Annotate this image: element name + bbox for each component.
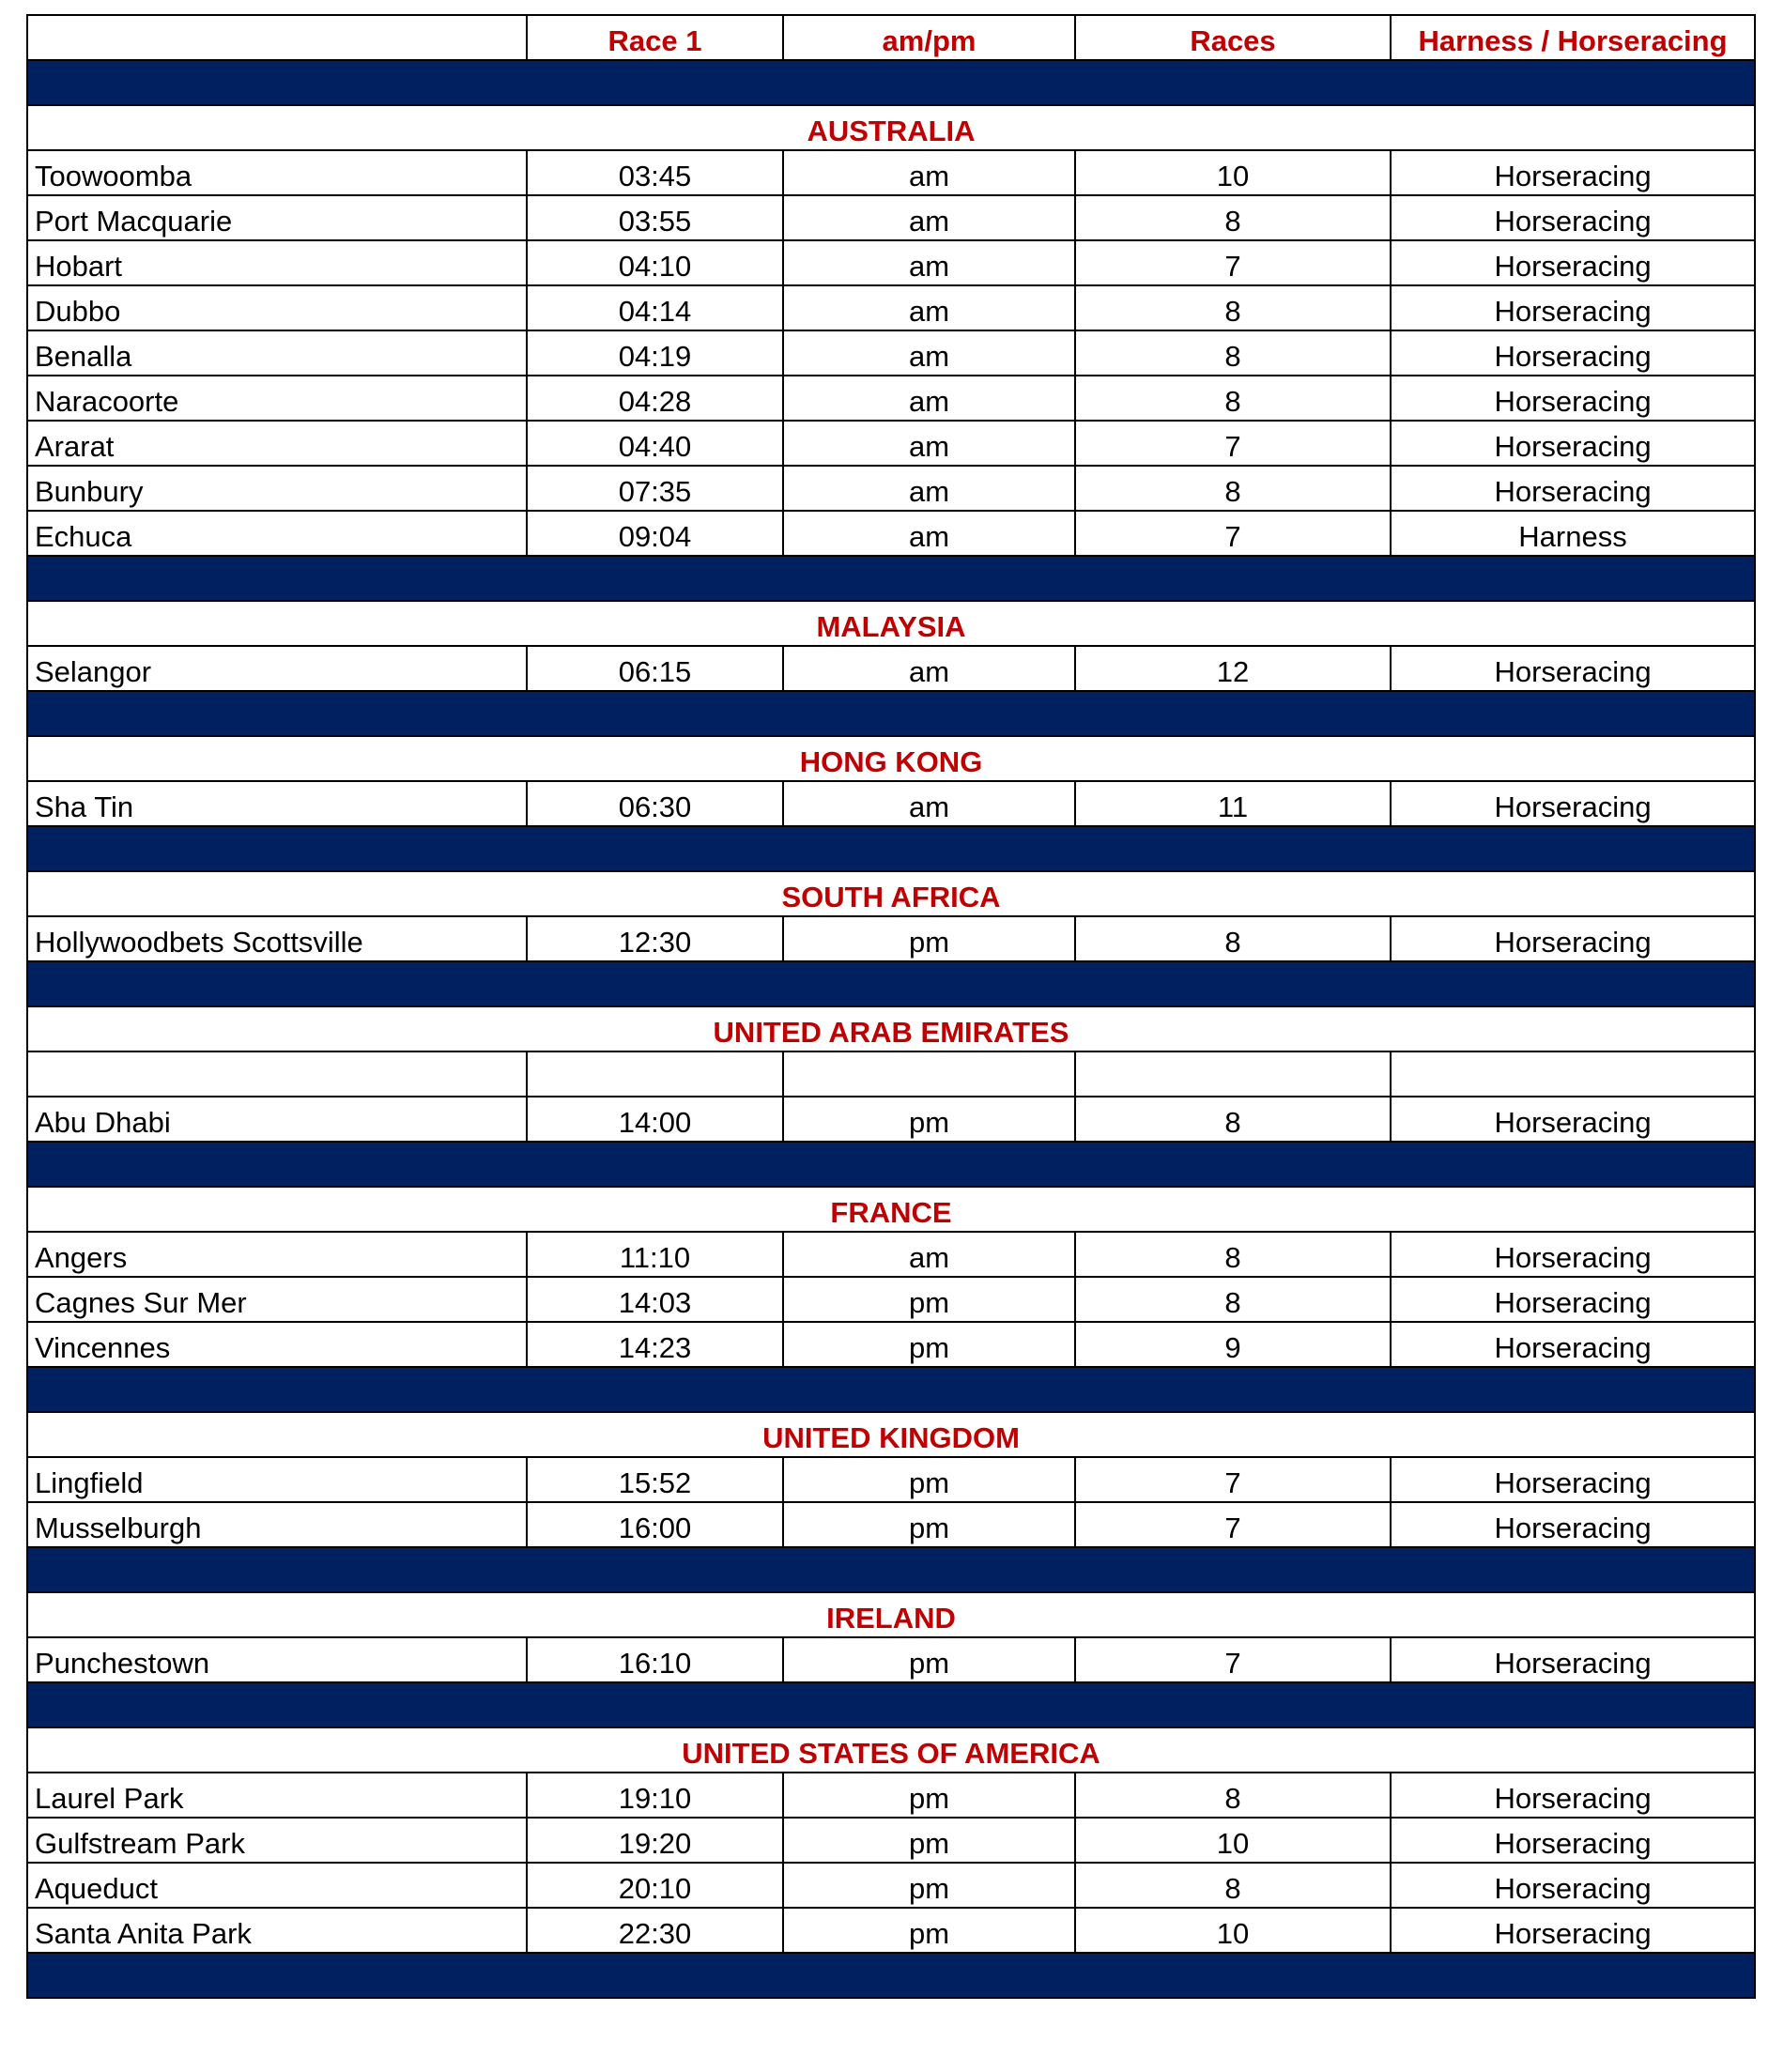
venue-cell: Cagnes Sur Mer <box>27 1277 527 1322</box>
divider-band-cell <box>27 60 1755 105</box>
race-type-cell: Horseracing <box>1391 1232 1755 1277</box>
empty-cell <box>1075 1051 1391 1097</box>
venue-cell: Selangor <box>27 646 527 691</box>
country-heading-row <box>27 1592 1755 1637</box>
race-type-cell: Horseracing <box>1391 195 1755 240</box>
venue-cell: Angers <box>27 1232 527 1277</box>
country-heading-row <box>27 1412 1755 1457</box>
country-heading-row <box>27 1187 1755 1232</box>
country-heading-row <box>27 601 1755 646</box>
divider-band-cell <box>27 1547 1755 1592</box>
venue-cell: Musselburgh <box>27 1502 527 1547</box>
table-row <box>27 511 1755 556</box>
table-row <box>27 1818 1755 1863</box>
race1-time-cell: 03:55 <box>527 195 783 240</box>
country-heading-row <box>27 736 1755 781</box>
table-row <box>27 781 1755 826</box>
races-count-cell: 10 <box>1075 1908 1391 1953</box>
table-row <box>27 240 1755 285</box>
races-count-cell: 8 <box>1075 285 1391 330</box>
table-row <box>27 330 1755 376</box>
ampm-cell: am <box>783 646 1075 691</box>
section-divider-band <box>27 556 1755 601</box>
ampm-cell: am <box>783 285 1075 330</box>
venue-cell: Toowoomba <box>27 150 527 195</box>
races-count-cell: 8 <box>1075 1097 1391 1142</box>
race1-time-cell: 14:00 <box>527 1097 783 1142</box>
races-count-cell: 7 <box>1075 240 1391 285</box>
table-row <box>27 1773 1755 1818</box>
section-divider-band <box>27 826 1755 871</box>
ampm-cell: pm <box>783 916 1075 961</box>
races-count-cell: 12 <box>1075 646 1391 691</box>
races-count-cell: 9 <box>1075 1322 1391 1367</box>
race-type-cell: Horseracing <box>1391 285 1755 330</box>
race-type-cell: Horseracing <box>1391 1863 1755 1908</box>
divider-band-cell <box>27 691 1755 736</box>
header-races: Races <box>1075 15 1391 60</box>
race-type-cell: Horseracing <box>1391 376 1755 421</box>
ampm-cell: pm <box>783 1322 1075 1367</box>
divider-band-cell <box>27 1682 1755 1727</box>
country-heading: FRANCE <box>27 1187 1755 1232</box>
venue-cell: Santa Anita Park <box>27 1908 527 1953</box>
section-divider-band <box>27 961 1755 1006</box>
table-row <box>27 1863 1755 1908</box>
race-type-cell: Horseracing <box>1391 1818 1755 1863</box>
country-heading: UNITED KINGDOM <box>27 1412 1755 1457</box>
table-row <box>27 1908 1755 1953</box>
venue-cell: Gulfstream Park <box>27 1818 527 1863</box>
race-type-cell: Horseracing <box>1391 916 1755 961</box>
venue-cell: Vincennes <box>27 1322 527 1367</box>
table-row <box>27 466 1755 511</box>
ampm-cell: am <box>783 150 1075 195</box>
header-venue <box>27 15 527 60</box>
races-count-cell: 8 <box>1075 916 1391 961</box>
empty-cell <box>27 1051 527 1097</box>
venue-cell: Ararat <box>27 421 527 466</box>
section-divider-band <box>27 1367 1755 1412</box>
race-type-cell: Horseracing <box>1391 1322 1755 1367</box>
race-type-cell: Horseracing <box>1391 240 1755 285</box>
races-count-cell: 8 <box>1075 195 1391 240</box>
race1-time-cell: 19:10 <box>527 1773 783 1818</box>
ampm-cell: pm <box>783 1637 1075 1682</box>
race-schedule-table <box>26 14 1756 1999</box>
race1-time-cell: 06:15 <box>527 646 783 691</box>
country-heading-row <box>27 1727 1755 1773</box>
country-heading: AUSTRALIA <box>27 105 1755 150</box>
venue-cell: Port Macquarie <box>27 195 527 240</box>
ampm-cell: am <box>783 195 1075 240</box>
country-heading-row <box>27 871 1755 916</box>
race-type-cell: Harness <box>1391 511 1755 556</box>
header-type: Harness / Horseracing <box>1391 15 1755 60</box>
ampm-cell: pm <box>783 1097 1075 1142</box>
empty-cell <box>783 1051 1075 1097</box>
table-row <box>27 1322 1755 1367</box>
empty-cell <box>527 1051 783 1097</box>
table-row <box>27 376 1755 421</box>
race-type-cell: Horseracing <box>1391 1637 1755 1682</box>
ampm-cell: pm <box>783 1908 1075 1953</box>
venue-cell: Abu Dhabi <box>27 1097 527 1142</box>
divider-band-cell <box>27 826 1755 871</box>
race-type-cell: Horseracing <box>1391 466 1755 511</box>
race1-time-cell: 04:14 <box>527 285 783 330</box>
venue-cell: Benalla <box>27 330 527 376</box>
table-row <box>27 285 1755 330</box>
race1-time-cell: 07:35 <box>527 466 783 511</box>
races-count-cell: 8 <box>1075 466 1391 511</box>
venue-cell: Sha Tin <box>27 781 527 826</box>
section-divider-band <box>27 1142 1755 1187</box>
divider-band-cell <box>27 1953 1755 1998</box>
race-type-cell: Horseracing <box>1391 646 1755 691</box>
ampm-cell: am <box>783 376 1075 421</box>
races-count-cell: 10 <box>1075 150 1391 195</box>
divider-band-cell <box>27 556 1755 601</box>
venue-cell: Laurel Park <box>27 1773 527 1818</box>
ampm-cell: pm <box>783 1773 1075 1818</box>
ampm-cell: pm <box>783 1818 1075 1863</box>
header-row <box>27 15 1755 60</box>
ampm-cell: am <box>783 240 1075 285</box>
country-heading: UNITED ARAB EMIRATES <box>27 1006 1755 1051</box>
race-type-cell: Horseracing <box>1391 1502 1755 1547</box>
country-heading: SOUTH AFRICA <box>27 871 1755 916</box>
venue-cell: Punchestown <box>27 1637 527 1682</box>
race1-time-cell: 15:52 <box>527 1457 783 1502</box>
table-row <box>27 195 1755 240</box>
header-race1: Race 1 <box>527 15 783 60</box>
races-count-cell: 11 <box>1075 781 1391 826</box>
table-row <box>27 150 1755 195</box>
ampm-cell: pm <box>783 1457 1075 1502</box>
race1-time-cell: 11:10 <box>527 1232 783 1277</box>
ampm-cell: am <box>783 421 1075 466</box>
header-ampm: am/pm <box>783 15 1075 60</box>
ampm-cell: am <box>783 466 1075 511</box>
races-count-cell: 8 <box>1075 376 1391 421</box>
race1-time-cell: 16:00 <box>527 1502 783 1547</box>
race1-time-cell: 04:10 <box>527 240 783 285</box>
race-type-cell: Horseracing <box>1391 1457 1755 1502</box>
empty-cell <box>1391 1051 1755 1097</box>
races-count-cell: 8 <box>1075 1773 1391 1818</box>
country-heading-row <box>27 105 1755 150</box>
ampm-cell: pm <box>783 1502 1075 1547</box>
race-type-cell: Horseracing <box>1391 1097 1755 1142</box>
races-count-cell: 8 <box>1075 1232 1391 1277</box>
section-divider-band <box>27 1953 1755 1998</box>
section-divider-band <box>27 1682 1755 1727</box>
race1-time-cell: 04:28 <box>527 376 783 421</box>
race1-time-cell: 04:40 <box>527 421 783 466</box>
ampm-cell: am <box>783 330 1075 376</box>
country-heading-row <box>27 1006 1755 1051</box>
ampm-cell: pm <box>783 1277 1075 1322</box>
race-type-cell: Horseracing <box>1391 421 1755 466</box>
divider-band-cell <box>27 961 1755 1006</box>
venue-cell: Bunbury <box>27 466 527 511</box>
country-heading: IRELAND <box>27 1592 1755 1637</box>
divider-band-cell <box>27 1367 1755 1412</box>
race-type-cell: Horseracing <box>1391 150 1755 195</box>
ampm-cell: am <box>783 511 1075 556</box>
race1-time-cell: 03:45 <box>527 150 783 195</box>
section-divider-band <box>27 1547 1755 1592</box>
race-type-cell: Horseracing <box>1391 1277 1755 1322</box>
race1-time-cell: 14:03 <box>527 1277 783 1322</box>
country-heading: MALAYSIA <box>27 601 1755 646</box>
table-row <box>27 1457 1755 1502</box>
table-row <box>27 646 1755 691</box>
venue-cell: Hollywoodbets Scottsville <box>27 916 527 961</box>
section-divider-band <box>27 60 1755 105</box>
races-count-cell: 7 <box>1075 421 1391 466</box>
venue-cell: Echuca <box>27 511 527 556</box>
country-heading: HONG KONG <box>27 736 1755 781</box>
table-row <box>27 1277 1755 1322</box>
table-row <box>27 1637 1755 1682</box>
race-type-cell: Horseracing <box>1391 1908 1755 1953</box>
venue-cell: Dubbo <box>27 285 527 330</box>
ampm-cell: am <box>783 1232 1075 1277</box>
race1-time-cell: 19:20 <box>527 1818 783 1863</box>
races-count-cell: 10 <box>1075 1818 1391 1863</box>
empty-row <box>27 1051 1755 1097</box>
race1-time-cell: 12:30 <box>527 916 783 961</box>
table-row <box>27 1097 1755 1142</box>
races-count-cell: 7 <box>1075 1637 1391 1682</box>
races-count-cell: 8 <box>1075 1277 1391 1322</box>
races-count-cell: 7 <box>1075 511 1391 556</box>
races-count-cell: 7 <box>1075 1457 1391 1502</box>
table-row <box>27 421 1755 466</box>
venue-cell: Lingfield <box>27 1457 527 1502</box>
race1-time-cell: 09:04 <box>527 511 783 556</box>
ampm-cell: am <box>783 781 1075 826</box>
race1-time-cell: 04:19 <box>527 330 783 376</box>
races-count-cell: 7 <box>1075 1502 1391 1547</box>
race-type-cell: Horseracing <box>1391 1773 1755 1818</box>
table-row <box>27 1502 1755 1547</box>
table-row <box>27 916 1755 961</box>
races-count-cell: 8 <box>1075 330 1391 376</box>
venue-cell: Aqueduct <box>27 1863 527 1908</box>
divider-band-cell <box>27 1142 1755 1187</box>
country-heading: UNITED STATES OF AMERICA <box>27 1727 1755 1773</box>
race-type-cell: Horseracing <box>1391 330 1755 376</box>
race1-time-cell: 22:30 <box>527 1908 783 1953</box>
table-row <box>27 1232 1755 1277</box>
race1-time-cell: 20:10 <box>527 1863 783 1908</box>
ampm-cell: pm <box>783 1863 1075 1908</box>
races-count-cell: 8 <box>1075 1863 1391 1908</box>
section-divider-band <box>27 691 1755 736</box>
race1-time-cell: 16:10 <box>527 1637 783 1682</box>
race1-time-cell: 06:30 <box>527 781 783 826</box>
venue-cell: Hobart <box>27 240 527 285</box>
race1-time-cell: 14:23 <box>527 1322 783 1367</box>
race-type-cell: Horseracing <box>1391 781 1755 826</box>
venue-cell: Naracoorte <box>27 376 527 421</box>
